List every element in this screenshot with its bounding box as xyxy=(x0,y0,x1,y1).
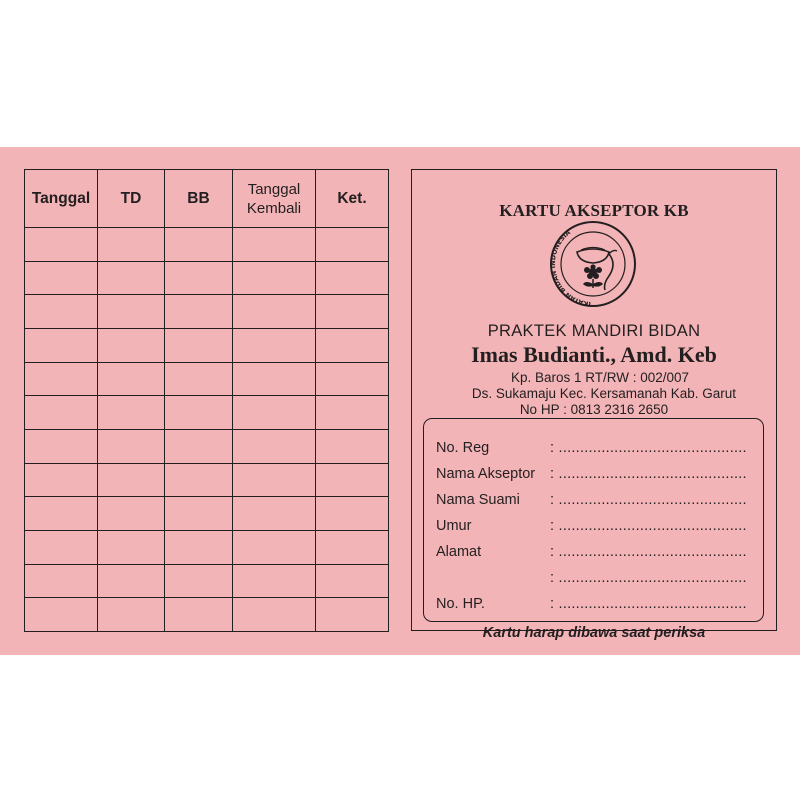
table-row xyxy=(25,564,389,598)
table-cell[interactable] xyxy=(98,362,165,396)
table-cell[interactable] xyxy=(165,497,233,531)
table-cell[interactable] xyxy=(165,598,233,632)
table-cell[interactable] xyxy=(98,396,165,430)
field-row xyxy=(424,544,763,564)
table-cell[interactable] xyxy=(316,463,389,497)
table-cell[interactable] xyxy=(316,328,389,362)
table-cell[interactable] xyxy=(316,295,389,329)
card-note: Kartu harap dibawa saat periksa xyxy=(482,625,706,641)
table-cell[interactable] xyxy=(165,396,233,430)
field-label: No. Reg xyxy=(436,440,490,456)
field-row xyxy=(424,466,763,486)
table-row xyxy=(25,295,389,329)
table-cell[interactable] xyxy=(233,564,316,598)
table-row xyxy=(25,228,389,262)
field-row xyxy=(424,492,763,512)
field-label: Alamat xyxy=(436,544,482,560)
table-cell[interactable] xyxy=(316,497,389,531)
visit-log-table xyxy=(24,169,389,632)
table-cell[interactable] xyxy=(233,463,316,497)
table-cell[interactable] xyxy=(165,228,233,262)
field-row xyxy=(424,570,763,590)
table-cell[interactable] xyxy=(165,530,233,564)
field-label: No. HP. xyxy=(436,596,485,612)
table-row xyxy=(25,261,389,295)
header-tanggal-kembali-line1: Tanggal xyxy=(247,180,301,198)
card-title: KARTU AKSEPTOR KB xyxy=(499,201,689,220)
table-cell[interactable] xyxy=(233,228,316,262)
field-fill-line[interactable]: : ............................................ xyxy=(550,466,747,482)
table-body xyxy=(25,228,389,632)
table-cell[interactable] xyxy=(25,598,98,632)
table-cell[interactable] xyxy=(316,564,389,598)
table-cell[interactable] xyxy=(98,463,165,497)
table-cell[interactable] xyxy=(316,530,389,564)
table-cell[interactable] xyxy=(98,429,165,463)
table-row xyxy=(25,362,389,396)
field-row xyxy=(424,440,763,460)
field-label: Umur xyxy=(436,518,472,534)
logo-ring-text: IKATAN BIDAN INDONESIA xyxy=(548,228,592,308)
table-cell[interactable] xyxy=(165,429,233,463)
table-cell[interactable] xyxy=(25,362,98,396)
ibi-logo-emblem xyxy=(547,218,639,310)
phone-line: No HP : 0813 2316 2650 xyxy=(519,402,669,417)
header-td: TD xyxy=(98,170,165,228)
table-cell[interactable] xyxy=(25,228,98,262)
address-line-1: Kp. Baros 1 RT/RW : 002/007 xyxy=(510,370,690,385)
field-fill-line[interactable]: : ............................................ xyxy=(550,570,747,586)
table-cell[interactable] xyxy=(25,463,98,497)
address-line-2: Ds. Sukamaju Kec. Kersamanah Kab. Garut xyxy=(471,386,737,401)
table-header-row xyxy=(25,170,389,228)
field-fill-line[interactable]: : ............................................ xyxy=(550,492,747,508)
table-cell[interactable] xyxy=(98,295,165,329)
table-cell[interactable] xyxy=(98,228,165,262)
table-cell[interactable] xyxy=(316,396,389,430)
table-cell[interactable] xyxy=(98,497,165,531)
table-cell[interactable] xyxy=(233,362,316,396)
table-cell[interactable] xyxy=(165,261,233,295)
table-row xyxy=(25,328,389,362)
field-row xyxy=(424,518,763,538)
table-cell[interactable] xyxy=(25,295,98,329)
table-row xyxy=(25,429,389,463)
header-tanggal-kembali-line2: Kembali xyxy=(246,199,302,217)
field-fill-line[interactable]: : ............................................ xyxy=(550,544,747,560)
table-cell[interactable] xyxy=(316,362,389,396)
table-row xyxy=(25,598,389,632)
table-row xyxy=(25,463,389,497)
midwife-name: Imas Budianti., Amd. Keb xyxy=(471,342,717,367)
table-cell[interactable] xyxy=(98,564,165,598)
practice-name: PRAKTEK MANDIRI BIDAN xyxy=(487,322,701,340)
table-cell[interactable] xyxy=(316,228,389,262)
table-cell[interactable] xyxy=(25,429,98,463)
card-info-panel xyxy=(411,169,777,641)
table-cell[interactable] xyxy=(316,429,389,463)
table-cell[interactable] xyxy=(233,598,316,632)
table-row xyxy=(25,497,389,531)
table-row xyxy=(25,530,389,564)
table-cell[interactable] xyxy=(233,497,316,531)
table-cell[interactable] xyxy=(233,429,316,463)
table-cell[interactable] xyxy=(165,328,233,362)
table-cell[interactable] xyxy=(233,530,316,564)
table-cell[interactable] xyxy=(233,396,316,430)
table-cell[interactable] xyxy=(25,261,98,295)
header-ket: Ket. xyxy=(316,170,389,228)
field-fill-line[interactable]: : ............................................ xyxy=(550,596,747,612)
header-tanggal: Tanggal xyxy=(25,170,98,228)
table-cell[interactable] xyxy=(316,261,389,295)
table-cell[interactable] xyxy=(25,564,98,598)
table-cell[interactable] xyxy=(98,328,165,362)
table-cell[interactable] xyxy=(233,295,316,329)
field-label: Nama Suami xyxy=(436,492,520,508)
table-row xyxy=(25,396,389,430)
acceptor-fields-box xyxy=(423,418,764,622)
table-cell[interactable] xyxy=(25,497,98,531)
table-cell[interactable] xyxy=(165,463,233,497)
field-label: Nama Akseptor xyxy=(436,466,536,482)
table-cell[interactable] xyxy=(316,598,389,632)
table-cell[interactable] xyxy=(98,261,165,295)
table-cell[interactable] xyxy=(165,362,233,396)
table-cell[interactable] xyxy=(165,564,233,598)
field-row xyxy=(424,596,763,616)
table-cell[interactable] xyxy=(165,295,233,329)
header-tanggal-kembali xyxy=(233,170,316,228)
table-cell[interactable] xyxy=(25,328,98,362)
field-fill-line[interactable]: : ............................................ xyxy=(550,518,747,534)
table-cell[interactable] xyxy=(98,530,165,564)
table-cell[interactable] xyxy=(233,261,316,295)
kb-acceptor-card xyxy=(0,147,800,655)
table-cell[interactable] xyxy=(98,598,165,632)
header-bb: BB xyxy=(165,170,233,228)
table-cell[interactable] xyxy=(25,530,98,564)
table-cell[interactable] xyxy=(233,328,316,362)
table-cell[interactable] xyxy=(25,396,98,430)
field-fill-line[interactable]: : ............................................ xyxy=(550,440,747,456)
